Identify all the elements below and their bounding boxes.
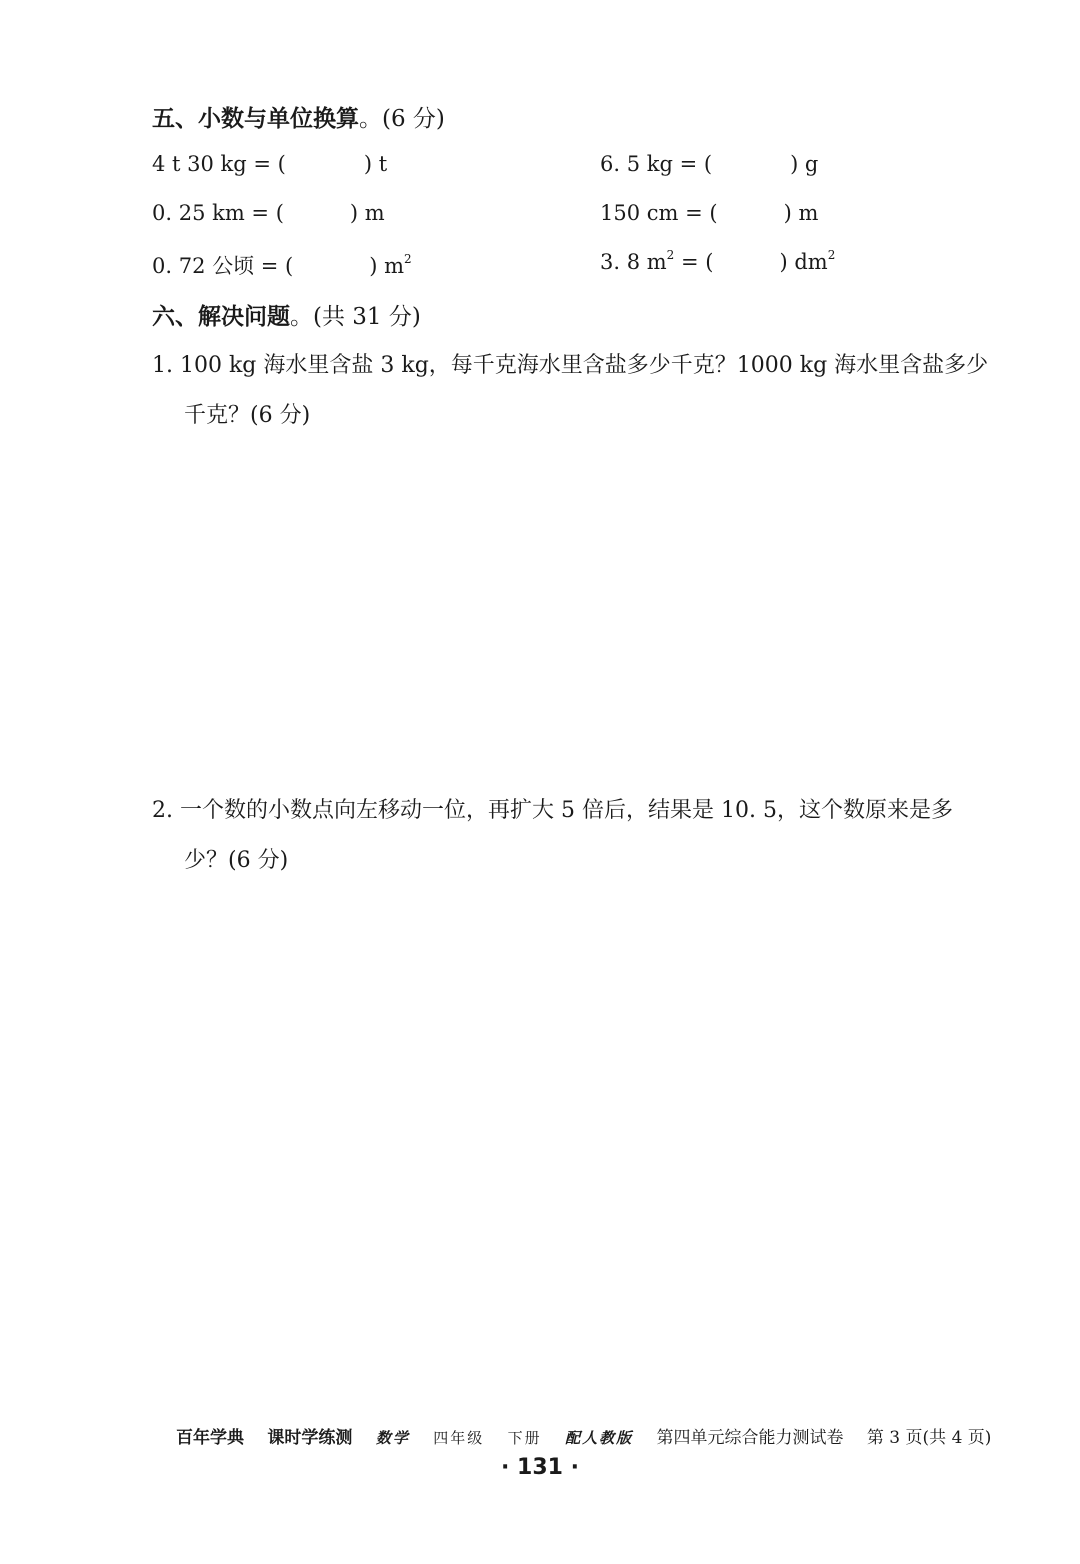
question-1-line-1: 1. 100 kg 海水里含盐 3 kg，每千克海水里含盐多少千克？1000 kg 海水里含盐多少	[152, 353, 989, 378]
footer-subject: 数学	[375, 1429, 410, 1447]
section-6-score: 。(共 31 分)	[290, 304, 421, 330]
footer-page-info: 第 3 页(共 4 页)	[866, 1428, 992, 1448]
conversion-item-4	[600, 201, 818, 225]
question-2-line-2: 少？(6 分)	[184, 848, 289, 873]
conversion-3-left: 0. 25 km = (	[152, 201, 284, 225]
conversion-5-left: 0. 72 公顷 = (	[152, 254, 294, 278]
footer-edition: 配人教版	[565, 1429, 634, 1447]
section-6-title: 解决问题	[198, 304, 290, 330]
page-number: · 131 ·	[501, 1455, 579, 1480]
footer-paper: 第四单元综合能力测试卷	[656, 1428, 844, 1448]
conversion-6-sup: 2	[827, 248, 836, 262]
conversion-2-right: ) g	[790, 152, 819, 176]
section-5-title: 小数与单位换算	[198, 106, 359, 132]
section-5-heading	[152, 100, 445, 133]
conversion-4-right: ) m	[783, 201, 819, 225]
conversion-1-left: 4 t 30 kg = (	[152, 152, 286, 176]
section-6-heading	[152, 298, 421, 331]
footer-grade: 四年级	[433, 1429, 485, 1447]
conversion-1-right: ) t	[363, 152, 388, 176]
conversion-item-5	[152, 250, 412, 280]
conversion-item-1	[152, 152, 387, 176]
conversion-5-right: ) m	[369, 254, 405, 278]
conversion-3-right: ) m	[349, 201, 385, 225]
conversion-4-left: 150 cm = (	[600, 201, 718, 225]
section-5-score: 。(6 分)	[359, 106, 445, 132]
question-1-line-2: 千克？(6 分)	[184, 403, 311, 428]
footer-brand: 百年学典	[176, 1428, 244, 1448]
conversion-6-left-sup: 2	[666, 248, 675, 262]
conversion-2-left: 6. 5 kg = (	[600, 152, 713, 176]
section-5-number: 五、	[152, 106, 198, 132]
conversion-item-2	[600, 152, 818, 176]
page-footer	[176, 1423, 1009, 1448]
conversion-6-right: ) dm	[779, 250, 828, 274]
footer-series: 课时学练测	[267, 1428, 353, 1448]
section-6-number: 六、	[152, 304, 198, 330]
question-2-line-1: 2. 一个数的小数点向左移动一位，再扩大 5 倍后，结果是 10. 5，这个数原来是多	[152, 798, 953, 823]
conversion-6-left: 3. 8 m	[600, 250, 667, 274]
conversion-6-left-rest: = (	[674, 250, 714, 274]
conversion-item-3	[152, 201, 385, 225]
conversion-5-sup: 2	[404, 252, 412, 266]
conversion-item-6	[600, 250, 835, 274]
footer-volume: 下册	[507, 1429, 542, 1447]
